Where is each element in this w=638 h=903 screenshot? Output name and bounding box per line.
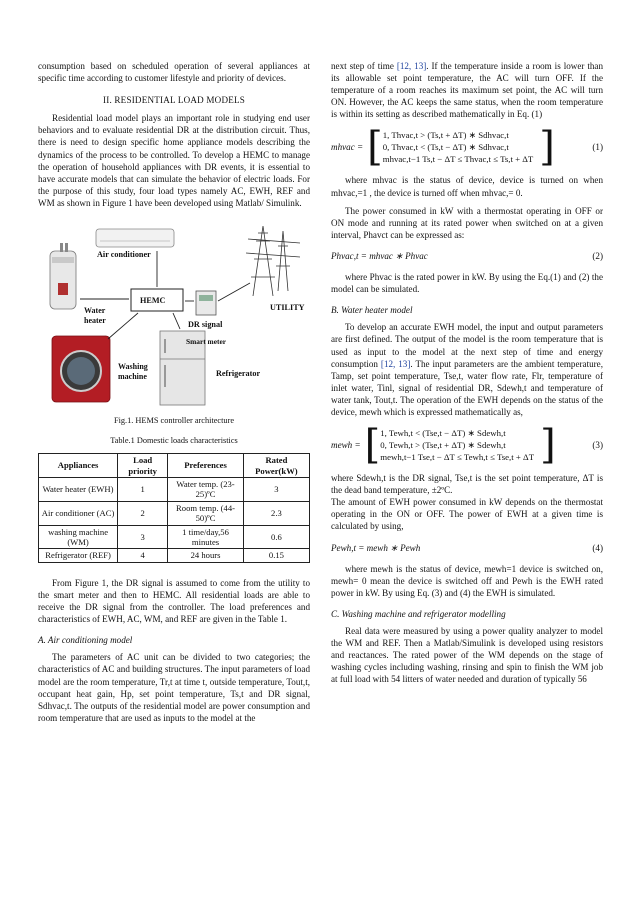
col-header: Rated Power(kW): [243, 454, 309, 478]
label-water-heater: Water heater: [84, 306, 106, 326]
paragraph: Residential load model plays an important role in studying end user behaviors and to evaluate residential DR at the distribution circuit. Thus, there is need to design specific home appliance models describing the dynamics of the process to be controlled. To develop a HEMC to manage the operation of household appliances with DR events, it is essential to have accurate models that can simulate the behavior of electric loads. For the purpose of this study, four load types namely AC, EWH, REF and WM as shown in Figure 1 have been developed using Matlab/ Simulink.: [38, 113, 310, 208]
label-smart-meter: Smart meter: [186, 337, 227, 347]
paragraph: To develop an accurate EWH model, the input and output parameters are first defined. The output of the model is the room temperature that is used as input to the model at the next step of time and energy consumption [12, 13]. The input parameters are the ambient temperature, Tamp, set point temperature, Tse,t, water flow rate, Flr, temperature of inlet water, Tinl, signal of residential DR, Sdewh,t and temperature of water tank, Tout,t. The operation of the EWH depends on the status of the device, mewh which is expressed mathematically as,: [331, 322, 603, 417]
washing-machine-icon: [52, 336, 110, 402]
col-header: Appliances: [39, 454, 118, 478]
equation-2: Phvac,t = mhvac ∗ Phvac (2): [331, 250, 603, 261]
paragraph: where mhvac is the status of device, device is turned on when mhvac,=1 , the device is turned off when mhvac,= 0.: [331, 175, 603, 198]
right-column: [331, 60, 603, 685]
paragraph: where Sdewh,t is the DR signal, Tse,t is the set point temperature, ΔT is the dead band temperature, ±2ºC.: [331, 473, 603, 496]
label-air-conditioner: Air conditioner: [97, 250, 151, 260]
label-hemc: HEMC: [140, 296, 166, 306]
label-washing-machine: Washing machine: [118, 362, 148, 382]
air-conditioner-icon: [96, 229, 174, 247]
table-caption: Table.1 Domestic loads characteristics: [110, 436, 238, 446]
citation-link[interactable]: [12, 13]: [380, 358, 411, 369]
utility-tower-icon: [246, 226, 300, 296]
table-row: washing machine (WM) 3 1 time/day,56 minutes 0.6: [39, 525, 310, 549]
col-header: Preferences: [168, 454, 244, 478]
water-heater-icon: [50, 243, 76, 309]
label-utility: UTILITY: [270, 303, 305, 313]
subsection-heading: C. Washing machine and refrigerator modelling: [331, 608, 506, 619]
subsection-heading: B. Water heater model: [331, 305, 413, 316]
subsection-heading: A. Air conditioning model: [38, 635, 133, 646]
paragraph: The amount of EWH power consumed in kW depends on the thermostat operating in the ON or OFF. The power of EWH at a given time is calculated by using,: [331, 497, 603, 532]
figure-hems-architecture: [38, 221, 310, 411]
table-row: Refrigerator (REF) 4 24 hours 0.15: [39, 549, 310, 562]
paragraph: consumption based on scheduled operation of several appliances at specific time according to customer lifestyle and priority of devices.: [38, 61, 310, 84]
smart-meter-icon: [196, 291, 216, 315]
label-refrigerator: Refrigerator: [216, 369, 261, 379]
hems-diagram: [38, 221, 310, 411]
citation-link[interactable]: [12, 13]: [396, 61, 427, 71]
equation-4: Pewh,t = mewh ∗ Pewh (4): [331, 542, 603, 553]
table-row: Air conditioner (AC) 2 Room temp. (44-50)ºC 2.3: [39, 501, 310, 525]
paragraph: The power consumed in kW with a thermostat operating in OFF or ON mode and running at its rated power when switched on at a given interval, Phavct can be expressed as:: [331, 205, 603, 240]
left-column: [38, 60, 310, 724]
paragraph: next step of time [12, 13]. If the temperature inside a room is lower than its allowable set point temperature, the AC will turn OFF. If the temperature of a room reaches its maximum set point, the AC will turn ON. However, the AC keeps the same status, when the room temperature is within its setting as described mathematically in Eq. (1): [331, 61, 603, 120]
paragraph: where mewh is the status of device, mewh=1 device is switched on, mewh= 0 mean the device is switched off and Pewh is the EWH rated power in kW. By using Eq. (3) and (4) the EWH is simulated.: [331, 563, 603, 598]
equation-3: mewh = [ 1, Tewh,t < (Tse,t − ΔT) ∗ Sdewh,t 0, Tewh,t > (Tse,t + ΔT) ∗ Sdewh,t mewh,t−1 Tse,t − ΔT ≤ Tewh,t ≤ Tse,t + ΔT ] (3): [331, 422, 603, 469]
table-row: Water heater (EWH) 1 Water temp. (23-25)ºC 3: [39, 478, 310, 502]
paragraph: Real data were measured by using a power quality analyzer to model the WM and REF. Then a Matlab/Simulink is developed using resistors and reactances. The rated power of the WM depends on the stage of washing cycles including washing, rinsing and spin to finish the WM job at full load with 54 litters of water needed and duration of typically 56: [331, 626, 603, 685]
col-header: Load priority: [118, 454, 168, 478]
table-header-row: [39, 454, 310, 478]
loads-table: [38, 453, 310, 563]
label-dr-signal: DR signal: [188, 320, 223, 330]
paragraph: From Figure 1, the DR signal is assumed to come from the utility to the smart meter and then to HEMC. All residential loads are able to receive the DR signal from the controller. The load preferences and characteristics of EWH, AC, WM, and REF are given in the Table 1.: [38, 577, 310, 625]
paragraph: The parameters of AC unit can be divided to two categories; the characteristics of AC and building structures. The input parameters of load model are the room temperature, Tr,t at time t, outside temperature, Tout,t, occupant heat gain, Hp, set point temperature, Ts,t and DR signal, Sdhvac,t. The outputs of the residential model are power consumption and room temperature that are used as inputs to the model at the: [38, 652, 310, 723]
figure-caption: Fig.1. HEMS controller architecture: [113, 416, 235, 426]
equation-1: mhvac = [ 1, Thvac,t > (Ts,t + ΔT) ∗ Sdhvac,t 0, Thvac,t < (Ts,t − ΔT) ∗ Sdhvac,t mhvac,t−1 Ts,t − ΔT ≤ Thvac,t ≤ Ts,t + ΔT ] (1): [331, 124, 603, 171]
section-heading: II. RESIDENTIAL LOAD MODELS: [103, 95, 245, 106]
paragraph: where Phvac is the rated power in kW. By using the Eq.(1) and (2) the model can be simulated.: [331, 272, 603, 295]
